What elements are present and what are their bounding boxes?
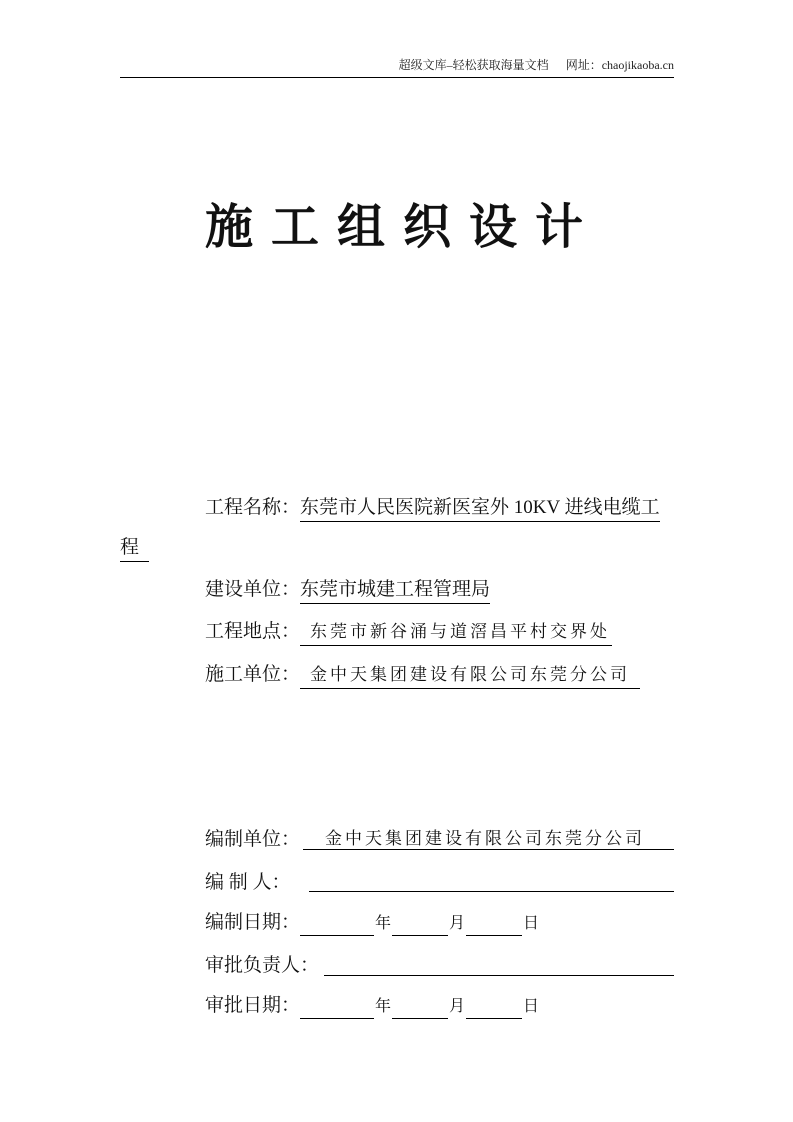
project-name-row <box>205 495 660 521</box>
compiler-unit-row <box>205 827 300 853</box>
compile-date-label: 编制日期： <box>205 912 301 933</box>
compiler-unit-label: 编制单位： <box>205 829 301 850</box>
approve-month-field[interactable] <box>392 996 448 1019</box>
compiler-field[interactable] <box>309 869 674 892</box>
header-url: 网址：chaojikaoba.cn <box>565 58 674 72</box>
contractor-label: 施工单位： <box>205 664 301 685</box>
day-label: 日 <box>523 996 540 1015</box>
builder-value: 东莞市城建工程管理局 <box>300 577 490 604</box>
compiler-unit-field[interactable]: 金中天集团建设有限公司东莞分公司 <box>303 828 674 850</box>
location-value: 东莞市新谷涌与道滘昌平村交界处 <box>300 619 612 646</box>
approve-day-field[interactable] <box>466 996 522 1019</box>
project-name-label: 工程名称： <box>205 497 301 518</box>
location-row <box>205 619 612 645</box>
contractor-row <box>205 662 640 688</box>
contractor-value: 金中天集团建设有限公司东莞分公司 <box>300 662 640 689</box>
approver-row <box>205 953 319 979</box>
month-label: 月 <box>449 996 466 1015</box>
year-label: 年 <box>375 913 392 932</box>
document-title: 施工组织设计 <box>205 199 602 255</box>
year-label: 年 <box>375 996 392 1015</box>
page-header <box>120 56 674 78</box>
approve-year-field[interactable] <box>300 996 374 1019</box>
approve-date-row <box>205 993 540 1019</box>
month-label: 月 <box>449 913 466 932</box>
compiler-row <box>205 870 291 896</box>
project-name-value: 东莞市人民医院新医室外 10KV 进线电缆工 <box>300 495 660 522</box>
compile-date-row <box>205 910 540 936</box>
compile-day-field[interactable] <box>466 913 522 936</box>
header-site: 超级文库–轻松获取海量文档 <box>398 58 549 72</box>
project-name-cont <box>120 535 149 561</box>
approver-label: 审批负责人： <box>205 955 320 976</box>
location-label: 工程地点： <box>205 621 301 642</box>
day-label: 日 <box>523 913 540 932</box>
builder-label: 建设单位： <box>205 579 301 600</box>
compiler-label: 编 制 人： <box>205 872 291 893</box>
compile-year-field[interactable] <box>300 913 374 936</box>
compile-month-field[interactable] <box>392 913 448 936</box>
approve-date-label: 审批日期： <box>205 995 301 1016</box>
approver-field[interactable] <box>324 953 674 976</box>
project-name-value-cont: 程 <box>120 535 149 562</box>
builder-row <box>205 577 490 603</box>
